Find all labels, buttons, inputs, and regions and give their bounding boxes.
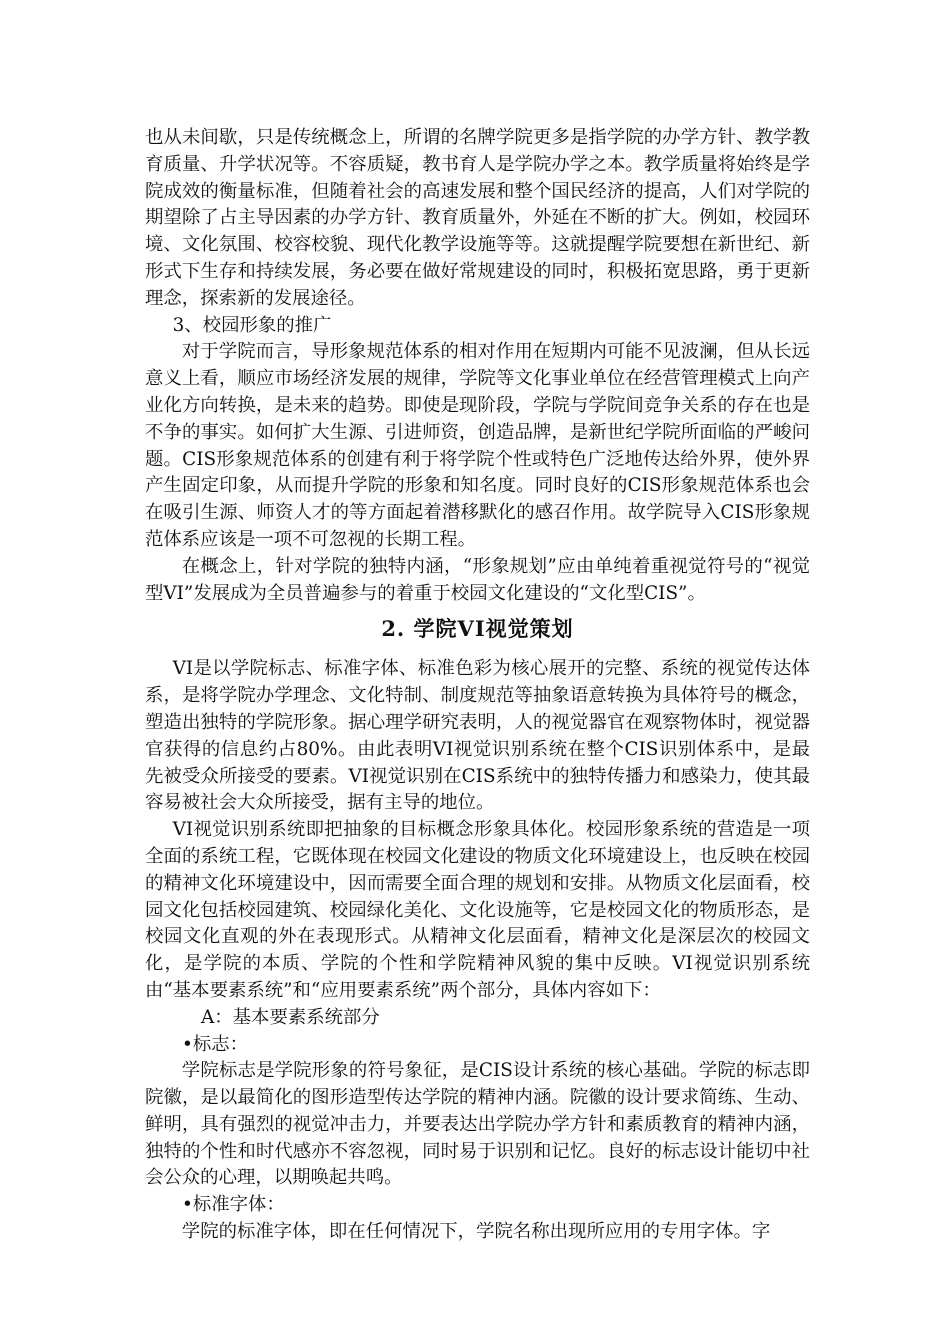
section-title-vi: 2. 学院VI视觉策划 — [381, 616, 574, 642]
bullet-standard-font: •标准字体： — [182, 1194, 285, 1216]
paragraph-vi-system: VI视觉识别系统即把抽象的目标概念形象具体化。校园形象系统的营造是一项全面的系统工程，它既体现在校园文化建设的物质文化环境建设上，也反映在校园的精神文化环境建设中，因而需要全面合理的规划和安排。从物质文化层面看，校园文化包括校园建筑、校园绿化美化、文化设施等，它是校园文化的物质形态，是校园文化直观的外在表现形式。从精神文化层面看，精神文化是深层次的校园文化，是学院的本质、学院的个性和学院精神风貌的集中反映。VI视觉识别系统由“基本要素系统”和“应用要素系统”两个部分，具体内容如下： — [145, 819, 810, 1001]
subsection-basic-elements: A：基本要素系统部分 — [201, 1006, 380, 1028]
paragraph-promotion: 对于学院而言，导形象规范体系的相对作用在短期内可能不见波澜，但从长远意义上看，顺应市场经济发展的规律，学院等文化事业单位在经营管理模式上向产业化方向转换，是未来的趋势。即使是现阶段，学院与学院间竞争关系的存在也是不争的事实。如何扩大生源、引进师资，创造品牌，是新世纪学院所面临的严峻问题。CIS形象规范体系的创建有利于将学院个性或特色广泛地传达给外界，使外界产生固定印象，从而提升学院的形象和知名度。同时良好的CIS形象规范体系也会在吸引生源、师资人才的等方面起着潜移默化的感召作用。故学院导入CIS形象规范体系应该是一项不可忽视的长期工程。 — [145, 341, 810, 550]
paragraph-concept: 在概念上，针对学院的独特内涵，“形象规划”应由单纯着重视觉符号的“视觉型VI”发展成为全员普遍参与的着重于校园文化建设的“文化型CIS”。 — [145, 555, 810, 604]
bullet-logo: •标志： — [182, 1033, 249, 1055]
paragraph-standard-font: 学院的标准字体，即在任何情况下，学院名称出现所应用的专用字体。字 — [181, 1221, 771, 1243]
paragraph-logo: 学院标志是学院形象的符号象征，是CIS设计系统的核心基础。学院的标志即院徽，是以最简化的图形造型传达学院的精神内涵。院徽的设计要求简练、生动、鲜明，具有强烈的视觉冲击力，并要表达出学院办学方针和素质教育的精神内涵，独特的个性和时代感亦不容忽视，同时易于识别和记忆。良好的标志设计能切中社会公众的心理，以期唤起共鸣。 — [145, 1060, 810, 1189]
text-column — [145, 125, 810, 1246]
paragraph-continued: 也从未间歇，只是传统概念上，所谓的名牌学院更多是指学院的办学方针、教学教育质量、升学状况等。不容质疑，教书育人是学院办学之本。教学质量将始终是学院成效的衡量标准，但随着社会的高速发展和整个国民经济的提高，人们对学院的期望除了占主导因素的办学方针、教育质量外，外延在不断的扩大。例如，校园环境、文化氛围、校容校貌、现代化教学设施等等。这就提醒学院要想在新世纪、新形式下生存和持续发展，务必要在做好常规建设的同时，积极拓宽思路，勇于更新理念，探索新的发展途径。 — [145, 127, 810, 309]
paragraph-vi-intro: VI是以学院标志、标准字体、标准色彩为核心展开的完整、系统的视觉传达体系，是将学院办学理念、文化特制、制度规范等抽象语意转换为具体符号的概念，塑造出独特的学院形象。据心理学研究表明，人的视觉器官在观察物体时，视觉器官获得的信息约占80%。由此表明VI视觉识别系统在整个CIS识别体系中，是最先被受众所接受的要素。VI视觉识别在CIS系统中的独特传播力和感染力，使其最容易被社会大众所接受，据有主导的地位。 — [145, 658, 810, 814]
section-heading-promotion: 3、校园形象的推广 — [172, 314, 332, 336]
